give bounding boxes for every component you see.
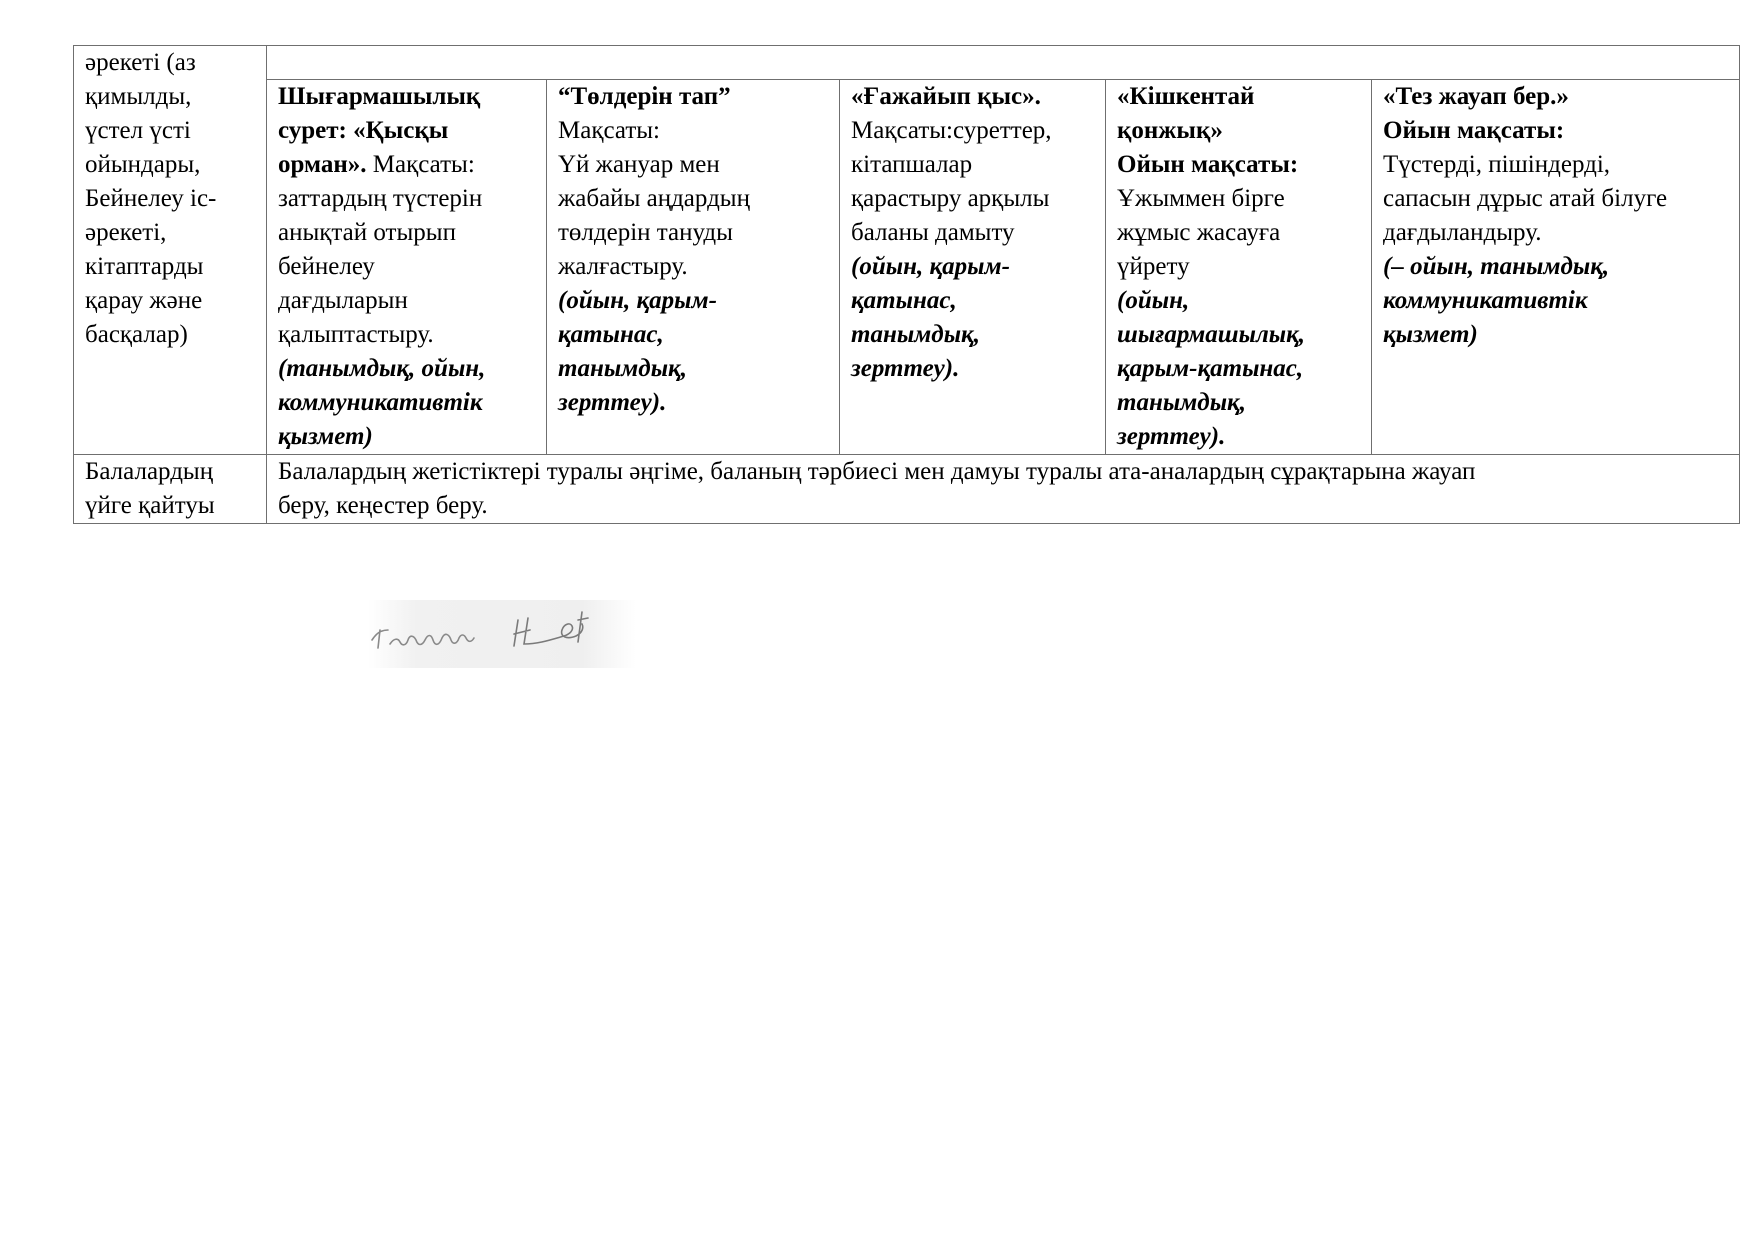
activity-tags: (танымдық, ойын, коммуникативтік қызмет): [278, 355, 486, 450]
daily-plan-table: [73, 45, 1740, 524]
activity-title: «Кішкентай қонжық» Ойын мақсаты:: [1117, 83, 1299, 178]
activity-cell: [1372, 80, 1740, 455]
activity-tags: (ойын, қарым- қатынас, танымдық, зерттеу).: [558, 287, 717, 416]
activity-tags: (ойын, қарым- қатынас, танымдық, зерттеу).: [851, 253, 1010, 382]
table-row: [74, 455, 1740, 524]
row-label-activities: әрекеті (аз қимылды, үстел үсті ойындары, Бейнелеу іс- әрекеті, кітаптарды қарау және басқалар): [74, 46, 267, 455]
activity-body: Түстерді, пішіндерді, сапасын дұрыс атай білуге дағдыландыру.: [1383, 151, 1668, 246]
activity-title: «Тез жауап бер.» Ойын мақсаты:: [1383, 83, 1569, 144]
signature-scribble-icon: [368, 600, 636, 668]
handwritten-signature: [368, 600, 636, 668]
activity-tags: (ойын, шығармашылық, қарым-қатынас, танымдық, зерттеу).: [1117, 287, 1306, 450]
table-row: [74, 46, 1740, 80]
activity-cell: [547, 80, 840, 455]
empty-cell: [267, 46, 1740, 80]
activity-title: «Ғажайып қыс».: [851, 83, 1041, 110]
activity-title: Шығармашылық сурет: «Қысқы орман».: [278, 83, 481, 178]
activity-body: Мақсаты:суреттер, кітапшалар қарастыру арқылы баланы дамыту: [851, 117, 1052, 246]
activity-cell: [840, 80, 1106, 455]
activity-body: Мақсаты: Үй жануар мен жабайы аңдардың төлдерін тануды жалғастыру.: [558, 117, 750, 280]
activity-tags: (– ойын, танымдық, коммуникативтік қызмет): [1383, 253, 1610, 348]
row-label-home: Балалардың үйге қайтуы: [74, 455, 267, 524]
activity-body: Ұжыммен бірге жұмыс жасауға үйрету: [1117, 185, 1285, 280]
activity-body: Мақсаты: заттардың түстерін анықтай отырып бейнелеу дағдыларын қалыптастыру.: [278, 151, 483, 348]
home-description: Балалардың жетістіктері туралы әңгіме, баланың тәрбиесі мен дамуы туралы ата-аналардың сұрақтарына жауап беру, кеңестер беру.: [267, 455, 1740, 524]
activity-cell: [267, 80, 547, 455]
activity-title: “Төлдерін тап”: [558, 83, 731, 110]
activity-cell: [1106, 80, 1372, 455]
table-row: [74, 80, 1740, 455]
